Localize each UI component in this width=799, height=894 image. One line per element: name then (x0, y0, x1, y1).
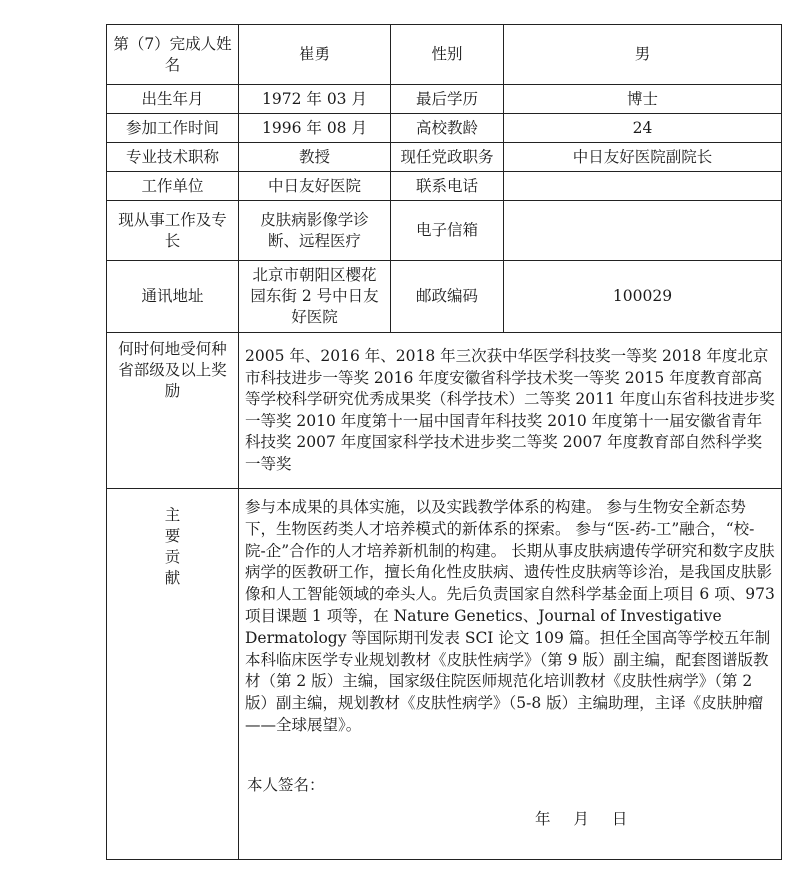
work-unit-value: 中日友好医院 (239, 172, 391, 201)
personal-info-table (106, 24, 782, 860)
phone-value (504, 172, 782, 201)
address-value: 北京市朝阳区樱花园东街 2 号中日友好医院 (239, 261, 391, 333)
contribution-label-char: 献 (164, 569, 181, 587)
email-value (504, 201, 782, 261)
gender-value: 男 (504, 25, 782, 85)
contribution-label-char: 贡 (164, 548, 181, 566)
work-unit-label: 工作单位 (107, 172, 239, 201)
birth-value: 1972 年 03 月 (239, 85, 391, 114)
zip-value: 100029 (504, 261, 782, 333)
work-start-value: 1996 年 08 月 (239, 114, 391, 143)
specialty-row (107, 201, 782, 261)
education-label: 最后学历 (391, 85, 504, 114)
awards-row (107, 333, 782, 489)
work-start-label: 参加工作时间 (107, 114, 239, 143)
specialty-label: 现从事工作及专长 (107, 201, 239, 261)
current-post-label: 现任党政职务 (391, 143, 504, 172)
awards-text: 2005 年、2016 年、2018 年三次获中华医学科技奖一等奖 2018 年度北京市科技进步一等奖 2016 年度安徽省科学技术奖一等奖 2015 年度教育部高等学校科学研究优秀成果奖（科学技术）二等奖 2011 年度山东省科技进步奖一等奖 2010 年度第十一届中国青年科技奖 2010 年度第十一届安徽省青年科技奖 2007 年度国家科学技术进步奖二等奖 2007 年度教育部自然科学奖一等奖 (239, 333, 782, 489)
current-post-value: 中日友好医院副院长 (504, 143, 782, 172)
contribution-label (107, 489, 239, 860)
contribution-text: 参与本成果的具体实施，以及实践教学体系的构建。 参与生物安全新态势下，生物医药类人才培养模式的新体系的探索。 参与“医-药-工”融合，“校-院-企”合作的人才培养新机制的构建。 长期从事皮肤病遗传学研究和数字皮肤病学的医教研工作，擅长角化性皮肤病、遗传性皮肤病等诊治，是我国皮肤影像和人工智能领域的牵头人。先后负责国家自然科学基金面上项目 6 项、973 项目课题 1 项等，在 Nature Genetics、Journal of Investigative Dermatology 等国际期刊发表 SCI 论文 109 篇。担任全国高等学校五年制本科临床医学专业规划教材《皮肤性病学》（第 9 版）副主编，配套图谱版教材（第 2 版）主编，国家级住院医师规范化培训教材《皮肤性病学》（第 2 版）副主编，规划教材《皮肤性病学》（5-8 版）主编助理，主译《皮肤肿瘤——全球展望》。 (245, 498, 775, 734)
signature-date: 年 月 日 (535, 809, 628, 828)
teaching-years-value: 24 (504, 114, 782, 143)
phone-label: 联系电话 (391, 172, 504, 201)
contribution-label-char: 主 (164, 506, 181, 524)
name-label: 第（7）完成人姓名 (107, 25, 239, 85)
email-label: 电子信箱 (391, 201, 504, 261)
name-row (107, 25, 782, 85)
title-row (107, 143, 782, 172)
contribution-row (107, 489, 782, 860)
work-row (107, 114, 782, 143)
address-label: 通讯地址 (107, 261, 239, 333)
birth-label: 出生年月 (107, 85, 239, 114)
contribution-cell (239, 489, 782, 860)
contribution-label-char: 要 (164, 527, 181, 545)
specialty-value: 皮肤病影像学诊断、远程医疗 (239, 201, 391, 261)
tech-title-label: 专业技术职称 (107, 143, 239, 172)
address-row (107, 261, 782, 333)
unit-row (107, 172, 782, 201)
awards-label: 何时何地受何种省部级及以上奖励 (107, 333, 239, 489)
tech-title-value: 教授 (239, 143, 391, 172)
name-value: 崔勇 (239, 25, 391, 85)
zip-label: 邮政编码 (391, 261, 504, 333)
teaching-years-label: 高校教龄 (391, 114, 504, 143)
signature-label: 本人签名： (247, 775, 325, 794)
education-value: 博士 (504, 85, 782, 114)
gender-label: 性别 (391, 25, 504, 85)
birth-row (107, 85, 782, 114)
